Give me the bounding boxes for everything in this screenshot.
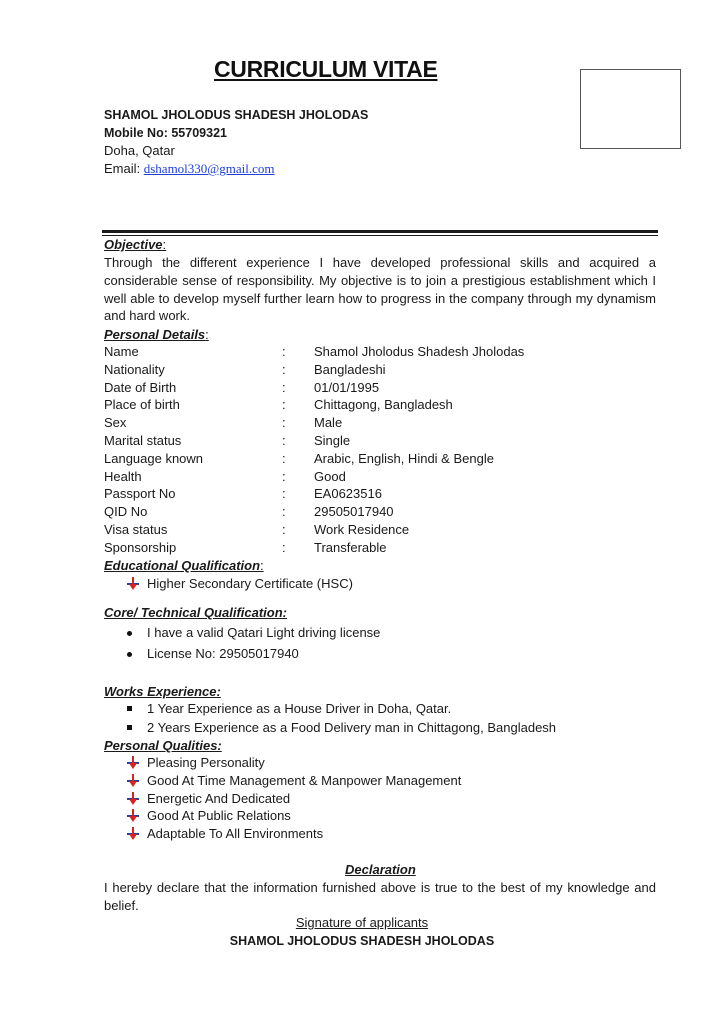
signature-name: SHAMOL JHOLODUS SHADESH JHOLODAS	[229, 934, 495, 948]
detail-value: Male	[314, 415, 343, 431]
document-title: CURRICULUM VITAE	[214, 56, 438, 82]
detail-label: Visa status	[104, 522, 168, 537]
declaration-heading: Declaration	[345, 862, 416, 877]
detail-label: Name	[104, 344, 139, 359]
square-bullet-icon	[126, 700, 140, 718]
detail-value: Good	[314, 468, 346, 484]
divider-thick	[102, 230, 658, 233]
declaration-text: I hereby declare that the information furnished above is true to the best of my knowledge and belief.	[104, 880, 656, 913]
detail-label: Health	[104, 468, 142, 484]
objective-text: Through the different experience I have developed professional skills and acquired a considerable sense of responsibility. My objective is to join a prestigious establishment which I well able to develop myself further learn how to progress in the company through my dynamism and hard work.	[104, 255, 656, 324]
detail-value: Work Residence	[314, 522, 410, 537]
detail-value: Single	[314, 433, 351, 448]
location: Doha, Qatar	[104, 143, 175, 158]
photo-placeholder	[580, 69, 681, 149]
arrow-down-bullet-icon	[126, 825, 140, 843]
detail-label: Place of birth	[104, 397, 180, 413]
arrow-down-bullet-icon	[126, 772, 140, 790]
email-line	[104, 160, 275, 178]
detail-label: Passport No	[104, 486, 176, 502]
detail-label: Language known	[104, 450, 204, 466]
detail-value: 01/01/1995	[314, 379, 380, 395]
detail-colon: :	[282, 504, 286, 520]
detail-label: Sponsorship	[104, 539, 177, 555]
detail-label: Marital status	[104, 433, 182, 448]
detail-label: QID No	[104, 504, 148, 520]
technical-heading: Core/ Technical Qualification:	[104, 605, 287, 620]
detail-colon: :	[282, 522, 286, 537]
email-link[interactable]: dshamol330@gmail.com	[143, 161, 275, 176]
detail-label: Date of Birth	[104, 379, 177, 395]
detail-colon: :	[282, 344, 286, 359]
detail-value: 29505017940	[314, 504, 394, 520]
round-bullet-icon	[126, 624, 140, 642]
detail-colon: :	[282, 361, 286, 377]
detail-colon: :	[282, 450, 286, 466]
arrow-down-bullet-icon	[126, 807, 140, 825]
detail-value: EA0623516	[314, 486, 382, 502]
detail-colon: :	[282, 379, 286, 395]
applicant-name: SHAMOL JHOLODUS SHADESH JHOLODAS	[104, 108, 369, 122]
arrow-down-bullet-icon	[126, 790, 140, 808]
mobile-number: Mobile No: 55709321	[104, 126, 227, 140]
detail-colon: :	[282, 415, 286, 431]
education-heading: Educational Qualification:	[104, 558, 264, 573]
detail-label: Nationality	[104, 361, 165, 377]
detail-colon: :	[282, 397, 286, 413]
divider-thin	[102, 235, 658, 236]
round-bullet-icon	[126, 645, 140, 663]
detail-label: Sex	[104, 415, 127, 431]
email-label: Email:	[104, 161, 144, 176]
personal-details-heading: Personal Details:	[104, 327, 209, 342]
signature-label: Signature of applicants	[295, 915, 429, 930]
detail-value: Transferable	[314, 539, 387, 555]
square-bullet-icon	[126, 719, 140, 737]
arrow-down-bullet-icon	[126, 575, 140, 593]
detail-value: Arabic, English, Hindi & Bengle	[314, 450, 494, 466]
detail-value: Chittagong, Bangladesh	[314, 397, 453, 413]
objective-heading: Objective:	[104, 237, 167, 252]
detail-value: Bangladeshi	[314, 361, 386, 377]
detail-colon: :	[282, 539, 286, 555]
qualities-heading: Personal Qualities:	[104, 738, 222, 753]
detail-colon: :	[282, 486, 286, 502]
detail-colon: :	[282, 433, 286, 448]
experience-heading: Works Experience:	[104, 684, 221, 699]
arrow-down-bullet-icon	[126, 754, 140, 772]
cv-page: CURRICULUM VITAE SHAMOL JHOLODUS SHADESH JHOLODAS Mobile No: 55709321 Doha, Qatar Email: dshamol330@gmail.com Objective: Through the different experience I have developed professional skills and acquired a considerable sense of responsibility. My objective is to join a prestigious establishment which I well able to develop myself further learn how to progress in the company through my dynamism and hard work. Personal Details: Name : Shamol Jholodus Shadesh Jholodas Nationality : Bangladeshi Date of Birth : 01/01/1995 Place of birth : Chittagong, Bangladesh Sex : Male Marital status : Single Language known : Arabic, English, Hindi & Bengle Health : Good Passport No : EA0623516 QID No : 29505017940 Visa status : Work Residence Sponsorship : Transferable Educational Qualification: Higher Secondary Certificate (HSC) Core/ Technical Qualification: I have a valid Qatari Light driving license License No: 29505017940 Works Experience: 1 Year Experience as a House Driver in Doha, Qatar. 2 Years Experience as a Food Delivery man in Chittagong, Bangladesh Personal Qualities: Pleasing Personality Good At Time Management & Manpower Management Energetic And Dedicated Good At Public Relations Adaptable To All Environments Declaration I hereby declare that the information furnished above is true to the best of my knowledge and belief. Signature of applicants SHAMOL JHOLODUS SHADESH JHOLODAS	[0, 0, 724, 1024]
detail-value: Shamol Jholodus Shadesh Jholodas	[314, 344, 525, 359]
detail-colon: :	[282, 468, 286, 484]
